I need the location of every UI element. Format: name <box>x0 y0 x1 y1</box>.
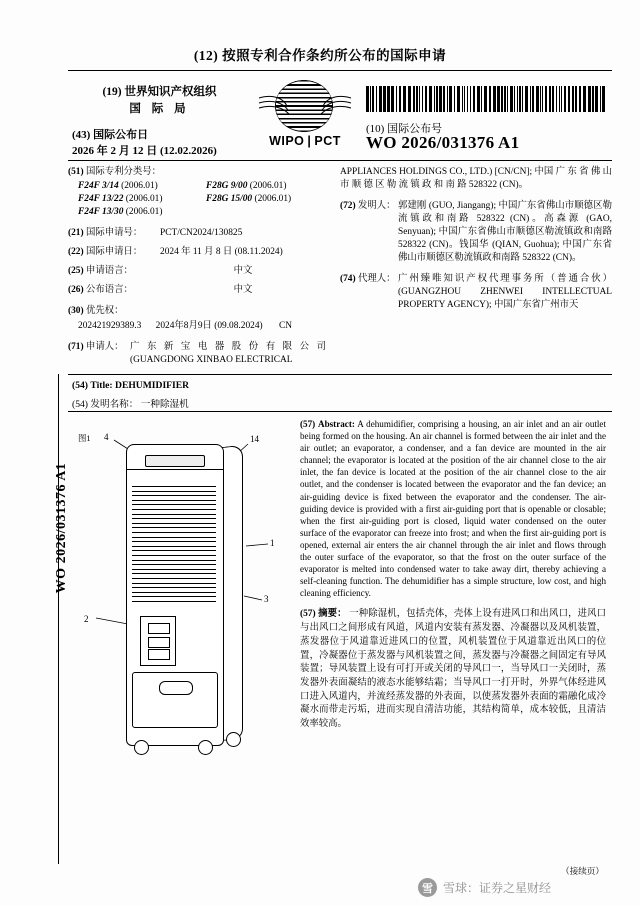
display-window <box>148 623 170 634</box>
field-label: 申请语言： <box>85 265 133 276</box>
leader-2: 2 <box>84 614 89 624</box>
publication-language-value: 中文 <box>233 284 253 295</box>
field-label: 代理人： <box>357 273 396 284</box>
wipo-logo-divider: | <box>307 134 312 148</box>
figure-caption: 图1 <box>78 434 91 443</box>
watermark <box>418 878 551 897</box>
application-number-key <box>68 227 160 240</box>
abstract-en-text: A dehumidifier, comprising a housing, an air inlet and an air outlet being formed on the housing. An air channel is formed between the air inlet and the air outlet; an evaporator, a condenser, and a fan device are mounted in the air channel; the evaporator is located at the position of the air channel close to the air inlet, the fan device is located at the position of the air channel close to the air outlet, and the condenser is located between the evaporator and the fan device; an air-guiding device is fixed between the evaporator and the condenser. The air-guiding device is provided with a first air-guiding port that is openable or closable; when the first air-guiding port is closed, liquid water condensed on the outer surface of the evaporator can freeze into frost; and when the first air-guiding port is opened, external air enters the air channel through the air inlet and flows through the outer surface of the evaporator, so that the frost on the outer surface of the evaporator is melted into condensed water to take away dirt, thereby achieving a self-cleaning function. The dehumidifier has a simple structure, low cost, and high cleaning efficiency. <box>300 419 606 599</box>
ipc-cell <box>206 180 286 193</box>
header-divider-top <box>68 70 612 71</box>
abstract-en-label: Abstract: <box>318 419 355 429</box>
bibliographic-left-column <box>68 166 326 371</box>
water-tank <box>132 672 218 728</box>
inventor-value: 郭建刚 (GUO, Jiangang); 中国广东省佛山市顺德区勒流镇政和南路 528322 (CN)。高森源 (GAO, Senyuan); 中国广东省佛山市顺德区勒流镇政和南路 528322 (CN)。钱国华 (QIAN, Guohua); 中国广东省佛山市顺德区勒流镇政和南路 528322 (CN)。 <box>398 200 612 263</box>
ipc-class: F28G 15/00 <box>206 193 253 204</box>
title-divider-bottom <box>68 411 612 412</box>
title-cn: 一种除湿机 <box>140 399 189 410</box>
applicant-key <box>68 341 130 367</box>
priority-label: 优先权： <box>85 305 124 316</box>
field-label: 申请人： <box>85 341 124 352</box>
organization-block <box>72 84 247 119</box>
agent-key <box>340 273 398 312</box>
publication-language-key <box>68 284 160 297</box>
abstract-en-code: (57) <box>300 419 316 429</box>
applicant-continued: APPLIANCES HOLDINGS CO., LTD.) [CN/CN]; 中国 广 东 省 佛 山 市 顺 德 区 勒 流 镇 政 和 南 路 528322 (CN)。 <box>340 167 612 190</box>
leader-4: 4 <box>104 432 109 442</box>
control-panel <box>140 616 176 666</box>
ipc-cell <box>78 193 206 206</box>
ipc-cell <box>78 206 206 219</box>
application-date-value: 2024 年 11 月 8 日 (08.11.2024) <box>160 246 283 257</box>
field-code: (74) <box>340 273 356 284</box>
leader-3: 3 <box>264 594 269 604</box>
title-code-cn: (54) <box>72 399 88 410</box>
publication-number-value: WO 2026/031376 A1 <box>366 133 520 152</box>
agent-field <box>340 273 612 312</box>
ipc-cell <box>206 193 291 206</box>
ipc-year: (2006.01) <box>121 180 158 191</box>
ipc-label: 国际专利分类号： <box>85 167 161 177</box>
tank-handle <box>159 681 193 695</box>
ipc-class: F28G 9/00 <box>206 180 248 191</box>
filing-language-field <box>68 265 326 278</box>
page-title: (12) 按照专利合作条约所公布的国际申请 <box>193 48 447 63</box>
ipc-year: (2006.01) <box>249 180 287 191</box>
ipc-year: (2006.01) <box>125 206 163 217</box>
ipc-year: (2006.01) <box>125 193 163 204</box>
abstract-en <box>300 418 606 599</box>
priority-code: (30) <box>68 305 84 316</box>
ipc-cell <box>78 180 206 193</box>
ipc-class: F24F 13/22 <box>78 193 124 204</box>
leader-14: 14 <box>250 434 259 444</box>
filing-language-key <box>68 265 160 278</box>
dehumidifier-illustration <box>126 440 244 756</box>
title-en: DEHUMIDIFIER <box>115 380 190 391</box>
title-label: Title: <box>90 380 113 391</box>
abstract-block <box>300 418 606 741</box>
organization-name: 世界知识产权组织 <box>124 86 217 98</box>
application-number-value: PCT/CN2024/130825 <box>160 227 243 238</box>
publication-number-label: (10) 国际公布号 <box>366 123 443 135</box>
air-inlet-grille <box>132 486 216 606</box>
wipo-logo-text-right: PCT <box>314 134 341 148</box>
wipo-logo <box>257 80 353 154</box>
title-label-cn: 发明名称： <box>90 399 139 410</box>
ipc-row <box>78 206 326 219</box>
abstract-cn-text: 一种除湿机，包括壳体，壳体上设有进风口和出风口，进风口与出风口之间形成有风道，风道内安装有蒸发器、冷凝器以及风机装置，蒸发器位于风道靠近进风口的位置，风机装置位于风道靠近出风口的位置，冷凝器位于蒸发器与风机装置之间，蒸发器与冷凝器之间固定有导风装置；导风装置上设有可打开或关闭的导风口一，当导风口一关闭时，蒸发器外表面凝结的液态水能够结霜；当导风口一打开时，外界气体经进风口进入风道内，并流经蒸发器的外表面，以使蒸发器外表面的霜融化成冷凝水而带走污垢，进而实现自清洁功能，其结构简单，成本较低，且清洁效率较高。 <box>300 609 607 730</box>
publication-date-block <box>72 128 257 160</box>
applicant-value: 广 东 新 宝 电 器 股 份 有 限 公 司 (GUANGDONG XINBAO ELECTRICAL <box>130 341 326 365</box>
field-code: (72) <box>340 200 356 211</box>
application-date-field <box>68 246 326 259</box>
field-label: 国际申请日： <box>85 246 143 257</box>
ipc-class: F24F 13/30 <box>78 206 124 217</box>
caster-wheel-right <box>198 740 213 755</box>
wipo-logo-text <box>257 134 353 148</box>
title-code: (54) <box>72 380 88 391</box>
priority-country: CN <box>279 320 293 331</box>
ipc-code: (51) <box>68 167 84 177</box>
application-date-key <box>68 246 160 259</box>
continuation-note: （接续页） <box>561 866 604 876</box>
ipc-field <box>68 166 326 219</box>
wings-icon <box>257 92 353 122</box>
ipc-row <box>78 180 326 193</box>
publication-date-value: 2026 年 2 月 12 日 (12.02.2026) <box>72 144 217 157</box>
watermark-text: 雪球：证券之星财经 <box>443 881 552 895</box>
button-row-1 <box>148 637 170 648</box>
title-cn-line <box>72 396 189 410</box>
caster-wheel-left <box>134 740 149 755</box>
applicant-field <box>68 341 326 367</box>
ipc-row <box>78 193 326 206</box>
publication-date-label: (43) 国际公布日 <box>72 129 149 141</box>
field-code: (22) <box>68 246 84 257</box>
abstract-cn-code: (57) <box>300 609 316 620</box>
publication-language-field <box>68 284 326 297</box>
spine-publication-number: WO 2026/031376 A1 <box>54 462 69 594</box>
header-divider-bottom <box>68 160 612 161</box>
wipo-logo-text-left: WIPO <box>269 134 305 148</box>
priority-field <box>68 305 326 333</box>
inventor-field <box>340 200 612 265</box>
field-code: (25) <box>68 265 84 276</box>
abstract-cn <box>300 608 606 731</box>
agent-value: 广州臻唯知识产权代理事务所（普通合伙）(GUANGZHOU ZHENWEI INTELLECTUAL PROPERTY AGENCY); 中国广东省广州市天 <box>398 273 612 310</box>
abstract-cn-label: 摘要： <box>318 609 347 620</box>
field-label: 国际申请号： <box>85 227 143 238</box>
title-divider-top <box>68 374 612 375</box>
leader-1: 1 <box>270 538 275 548</box>
figure-drawing <box>78 418 290 788</box>
button-row-2 <box>148 649 170 660</box>
field-code: (26) <box>68 284 84 295</box>
ipc-year: (2006.01) <box>254 193 292 204</box>
air-outlet-slot <box>145 455 205 467</box>
priority-number: 202421929389.3 <box>78 320 142 331</box>
title-en-line <box>72 380 189 391</box>
inventor-key <box>340 200 398 265</box>
field-label: 发明人： <box>357 200 396 211</box>
filing-language-value: 中文 <box>233 265 253 276</box>
field-code: (71) <box>68 341 84 352</box>
caster-wheel-rear <box>226 732 241 747</box>
device-top-cover <box>126 444 224 470</box>
ipc-class: F24F 3/14 <box>78 180 119 191</box>
field-code: (21) <box>68 227 84 238</box>
organization-line2: 国 际 局 <box>129 103 190 116</box>
priority-date: 2024年8月9日 (09.08.2024) <box>155 320 263 331</box>
organization-code: (19) <box>102 86 122 98</box>
watermark-badge-icon: 雪 <box>418 878 437 897</box>
bibliographic-right-column <box>340 166 612 316</box>
barcode <box>366 86 606 112</box>
application-number-field <box>68 227 326 240</box>
field-label: 公布语言： <box>85 284 133 295</box>
organization-line1 <box>72 84 247 101</box>
